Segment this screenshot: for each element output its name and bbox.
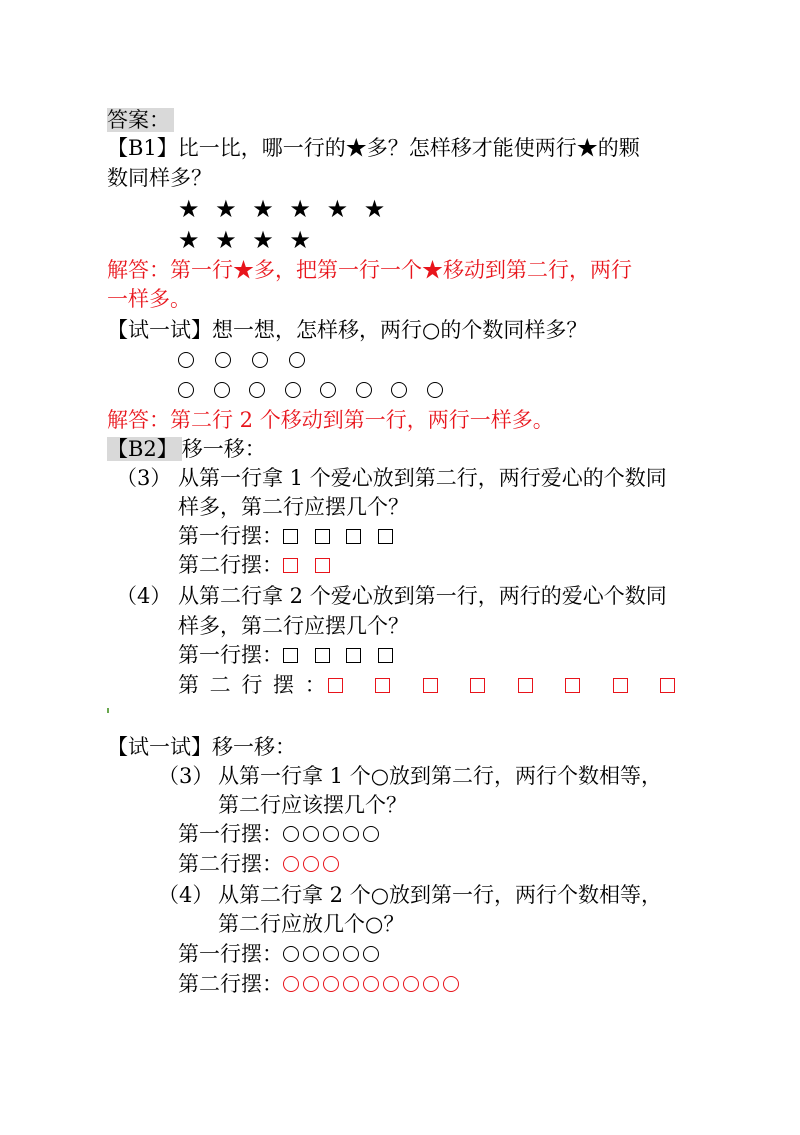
edit-mark xyxy=(107,708,109,713)
try2-q3-cont: 第二行应该摆几个？ xyxy=(218,793,407,817)
try1-answer: 解答：第二行 2 个移动到第一行，两行一样多。 xyxy=(107,408,554,432)
try2-label: 【试一试】 xyxy=(107,735,212,759)
circle-shape xyxy=(178,352,194,368)
try1-question xyxy=(107,316,587,344)
b2-q3-row-1-boxes xyxy=(283,524,393,548)
circle-shape xyxy=(403,976,419,992)
square-shape xyxy=(378,529,393,544)
b2-q4-cont: 样多，第二行应摆几个？ xyxy=(178,614,409,638)
square-shape xyxy=(315,529,330,544)
circle-shape xyxy=(323,856,339,872)
b2-q4-row-1-boxes xyxy=(283,643,393,667)
square-shape xyxy=(518,678,533,693)
b1-star-row-1: ★ ★ ★ ★ ★ ★ xyxy=(178,195,390,223)
square-shape xyxy=(660,678,675,693)
square-shape xyxy=(283,558,298,573)
b2-q3-row-2 xyxy=(178,551,330,579)
try2-q3-number: （3） xyxy=(158,764,214,788)
try2-title: 移一移： xyxy=(212,735,296,759)
circle-shape xyxy=(443,976,459,992)
square-shape xyxy=(315,648,330,663)
circle-shape xyxy=(363,826,379,842)
answer-heading: 答案： xyxy=(107,106,174,134)
try1-circle-row-1 xyxy=(178,346,305,374)
circle-shape xyxy=(303,826,319,842)
try2-title-line xyxy=(107,733,296,761)
try2-q4-row-2-label: 第二行摆： xyxy=(178,972,283,996)
b1-question-cont: 数同样多？ xyxy=(107,166,212,190)
circle-shape xyxy=(303,976,319,992)
square-shape xyxy=(346,648,361,663)
b1-question xyxy=(107,134,640,162)
try2-q3-row-1-circles xyxy=(283,822,379,846)
circle-shape xyxy=(391,382,407,398)
try2-q3-row-2 xyxy=(178,850,339,878)
b1-question-text: 比一比，哪一行的★多？怎样移才能使两行★的颗 xyxy=(177,136,640,160)
circle-shape xyxy=(343,976,359,992)
b2-q3-row-1 xyxy=(178,522,393,550)
try2-q4-number: （4） xyxy=(158,883,214,907)
try2-q3-text: 从第一行拿 1 个○放到第二行，两行个数相等， xyxy=(218,764,663,788)
b1-answer-cont: 一样多。 xyxy=(107,287,191,311)
square-shape xyxy=(328,678,343,693)
try2-q4-row-2 xyxy=(178,970,459,998)
square-shape xyxy=(346,529,361,544)
square-shape xyxy=(613,678,628,693)
circle-shape xyxy=(343,826,359,842)
b2-label: 【B2】 xyxy=(107,437,182,461)
circle-shape xyxy=(323,826,339,842)
square-shape xyxy=(283,529,298,544)
circle-shape xyxy=(303,946,319,962)
b2-q3-row-2-label: 第二行摆： xyxy=(178,553,283,577)
circle-shape xyxy=(283,856,299,872)
try2-q4-row-1 xyxy=(178,940,379,968)
square-shape xyxy=(423,678,438,693)
circle-shape xyxy=(303,856,319,872)
try2-q3-row-2-circles xyxy=(283,852,339,876)
circle-shape xyxy=(427,382,443,398)
square-shape xyxy=(283,648,298,663)
b2-q3-cont: 样多，第二行应摆几个？ xyxy=(178,495,409,519)
b1-label: 【B1】 xyxy=(107,136,178,160)
circle-shape xyxy=(285,382,301,398)
try2-q4-cont: 第二行应放几个○？ xyxy=(218,912,405,936)
try1-label: 【试一试】 xyxy=(107,318,212,342)
circle-shape xyxy=(283,976,299,992)
try1-circle-row-2 xyxy=(178,376,443,404)
try2-q4-row-1-label: 第一行摆： xyxy=(178,942,283,966)
b2-q3-row-2-boxes xyxy=(283,553,330,577)
circle-shape xyxy=(289,352,305,368)
b2-title: 移一移： xyxy=(181,437,266,461)
b2-q4-row-2 xyxy=(178,671,675,699)
circle-shape xyxy=(249,382,265,398)
circle-shape xyxy=(343,946,359,962)
b2-q3-text: 从第一行拿 1 个爱心放到第二行，两行爱心的个数同 xyxy=(178,466,667,490)
b2-q3-row-1-label: 第一行摆： xyxy=(178,524,283,548)
try2-q3-row-1-label: 第一行摆： xyxy=(178,822,283,846)
circle-shape xyxy=(323,946,339,962)
square-shape xyxy=(375,678,390,693)
circle-shape xyxy=(363,976,379,992)
b2-q4-row-2-label: 第 二 行 摆 ： xyxy=(178,673,328,697)
circle-shape xyxy=(423,976,439,992)
square-shape xyxy=(315,558,330,573)
b1-answer: 解答：第一行★多，把第一行一个★移动到第二行，两行 xyxy=(107,258,632,282)
b2-title-line xyxy=(107,435,266,463)
circle-shape xyxy=(363,946,379,962)
circle-shape xyxy=(320,382,336,398)
circle-shape xyxy=(178,382,194,398)
square-shape xyxy=(378,648,393,663)
square-shape xyxy=(470,678,485,693)
b2-q4-row-2-boxes xyxy=(328,673,676,697)
try2-q4-text: 从第二行拿 2 个○放到第一行，两行个数相等， xyxy=(218,883,663,907)
circle-shape xyxy=(323,976,339,992)
b2-q3-number: （3） xyxy=(116,466,172,490)
try1-question-text: 想一想，怎样移，两行○的个数同样多？ xyxy=(212,318,588,342)
square-shape xyxy=(565,678,580,693)
try2-q3-row-2-label: 第二行摆： xyxy=(178,852,283,876)
try2-q3-row-1 xyxy=(178,820,379,848)
circle-shape xyxy=(214,382,230,398)
circle-shape xyxy=(283,826,299,842)
circle-shape xyxy=(383,976,399,992)
try2-q4-row-2-circles xyxy=(283,972,459,996)
circle-shape xyxy=(215,352,231,368)
circle-shape xyxy=(283,946,299,962)
b2-q4-row-1 xyxy=(178,641,393,669)
try2-q4-row-1-circles xyxy=(283,942,379,966)
b1-star-row-2: ★ ★ ★ ★ xyxy=(178,226,315,254)
b2-q4-number: （4） xyxy=(116,584,172,608)
b2-q4-text: 从第二行拿 2 个爱心放到第一行，两行的爱心个数同 xyxy=(178,584,667,608)
circle-shape xyxy=(252,352,268,368)
circle-shape xyxy=(356,382,372,398)
b2-q4-row-1-label: 第一行摆： xyxy=(178,643,283,667)
